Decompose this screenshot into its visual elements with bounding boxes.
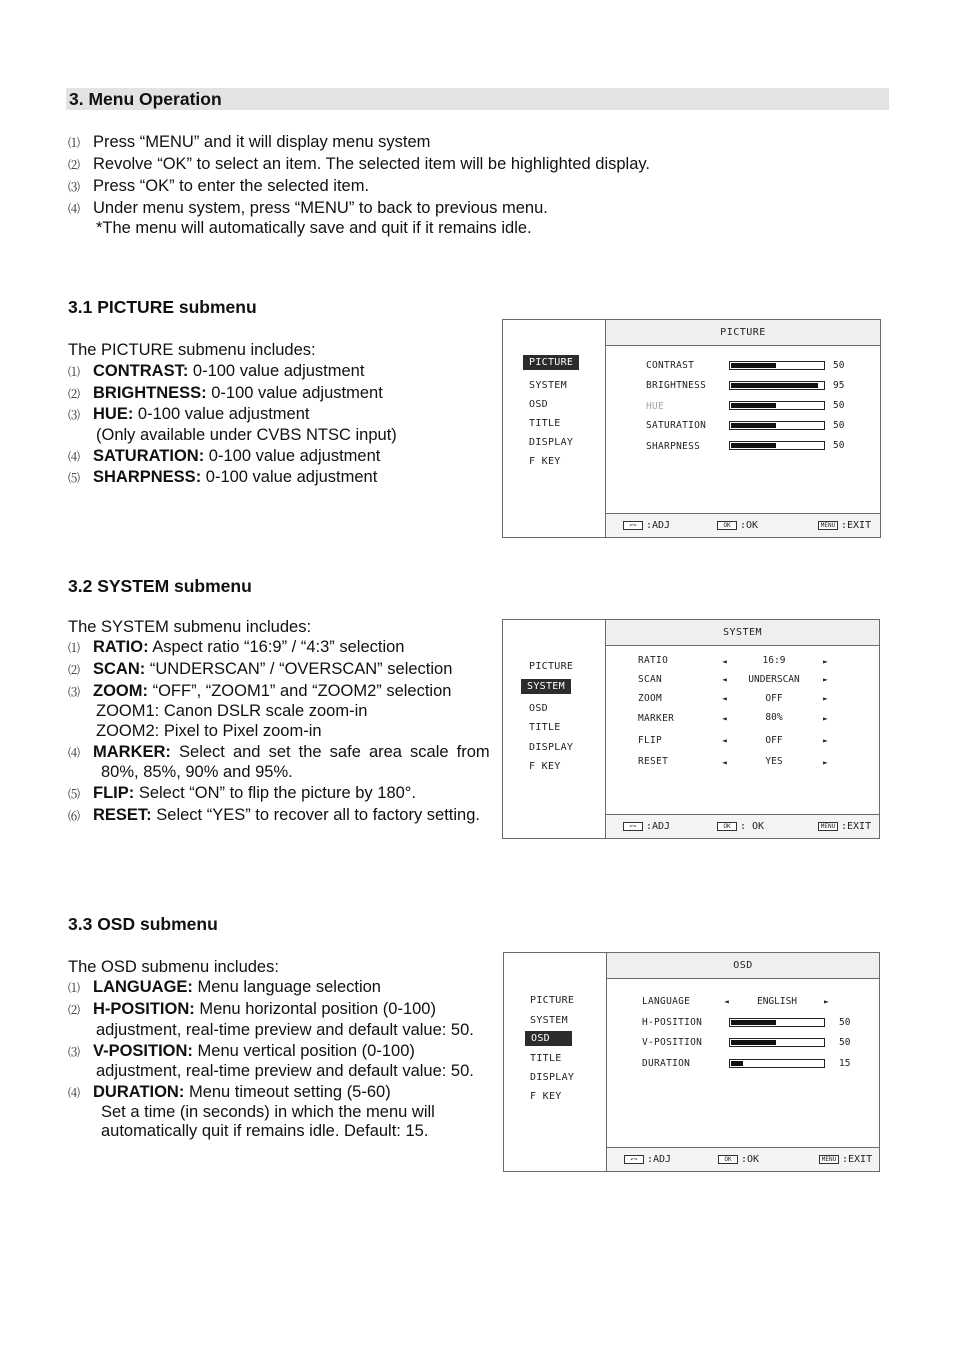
right-arrow-icon[interactable]: ► <box>823 694 828 703</box>
system-item <box>93 784 416 803</box>
menu-item-fkey[interactable]: F KEY <box>529 761 561 772</box>
duration-note: Set a time (in seconds) in which the menu will <box>101 1103 435 1121</box>
intro-note: *The menu will automatically save and quit if it remains idle. <box>96 219 532 237</box>
duration-note: automatically quit if remains idle. Default: 15. <box>101 1122 429 1140</box>
brightness-value: 95 <box>833 380 845 391</box>
item-term: SATURATION: <box>93 447 205 465</box>
hpos-note: adjustment, real-time preview and default value: 50. <box>96 1021 474 1039</box>
menu-key-icon: MENU <box>819 1155 839 1164</box>
exit-hint <box>819 1154 872 1165</box>
row-label-language: LANGUAGE <box>642 996 691 1007</box>
list-number: ⑵ <box>68 1003 81 1017</box>
ok-hint <box>717 520 758 531</box>
item-term: RATIO: <box>93 638 149 656</box>
menu-item-fkey[interactable]: F KEY <box>530 1091 562 1102</box>
duration-value: 15 <box>839 1058 851 1069</box>
marker-value: 80% <box>765 712 783 723</box>
item-text: Select “YES” to recover all to factory setting. <box>151 806 480 824</box>
section-title: 3. Menu Operation <box>69 89 222 109</box>
system-menu-panel <box>502 619 880 839</box>
item-term: MARKER: <box>93 743 171 761</box>
duration-slider[interactable] <box>729 1059 825 1068</box>
row-label-sharpness: SHARPNESS <box>646 441 701 452</box>
intro-item: Under menu system, press “MENU” to back to previous menu. <box>93 199 548 217</box>
picture-item <box>93 384 383 403</box>
item-text: 0-100 value adjustment <box>201 468 378 486</box>
flip-value: OFF <box>765 735 783 746</box>
panel-title: OSD <box>607 953 879 979</box>
item-text: 0-100 value adjustment <box>133 405 310 423</box>
row-label-contrast: CONTRAST <box>646 360 695 371</box>
vposition-value: 50 <box>839 1037 851 1048</box>
ok-hint <box>717 821 764 832</box>
item-term: ZOOM: <box>93 682 148 700</box>
picture-item <box>93 362 364 381</box>
exit-label: :EXIT <box>841 821 872 832</box>
item-text: Menu language selection <box>192 978 381 996</box>
knob-icon: ↶↷ <box>623 822 643 831</box>
row-label-scan: SCAN <box>638 674 663 685</box>
knob-icon: ↶↷ <box>624 1155 644 1164</box>
item-text: 0-100 value adjustment <box>206 384 383 402</box>
item-term: LANGUAGE: <box>93 978 193 996</box>
adj-label: :ADJ <box>647 1154 672 1165</box>
scan-value: UNDERSCAN <box>748 674 800 685</box>
left-arrow-icon[interactable]: ◄ <box>722 736 727 745</box>
picture-item <box>93 468 377 487</box>
item-text: “OFF”, “ZOOM1” and “ZOOM2” selection <box>148 682 452 700</box>
intro-item: Press “OK” to enter the selected item. <box>93 177 370 195</box>
right-arrow-icon[interactable]: ► <box>823 714 828 723</box>
osd-item <box>93 1083 391 1102</box>
item-term: SHARPNESS: <box>93 468 202 486</box>
row-label-duration: DURATION <box>642 1058 691 1069</box>
intro-item: Press “MENU” and it will display menu system <box>93 133 431 151</box>
item-text: Menu timeout setting (5-60) <box>184 1083 391 1101</box>
hue-slider[interactable] <box>729 401 825 410</box>
menu-key-icon: MENU <box>818 521 838 530</box>
row-label-brightness: BRIGHTNESS <box>646 380 707 391</box>
right-arrow-icon[interactable]: ► <box>823 758 828 767</box>
left-arrow-icon[interactable]: ◄ <box>722 714 727 723</box>
intro-item: Revolve “OK” to select an item. The selected item will be highlighted display. <box>93 155 650 173</box>
picture-item <box>93 405 309 424</box>
item-term: SCAN: <box>93 660 146 678</box>
list-number: ⑵ <box>68 158 81 172</box>
sharpness-value: 50 <box>833 440 845 451</box>
picture-item <box>93 447 380 466</box>
system-heading: 3.2 SYSTEM submenu <box>68 576 252 596</box>
list-number: ⑶ <box>68 685 81 699</box>
system-item <box>93 743 490 762</box>
ok-key-icon: OK <box>718 1155 738 1164</box>
exit-label: :EXIT <box>842 1154 873 1165</box>
menu-sidebar <box>503 620 606 838</box>
row-label-flip: FLIP <box>638 735 663 746</box>
left-arrow-icon[interactable]: ◄ <box>722 758 727 767</box>
item-term: V-POSITION: <box>93 1042 193 1060</box>
osd-lead: The OSD submenu includes: <box>68 958 279 976</box>
right-arrow-icon[interactable]: ► <box>823 736 828 745</box>
list-number: ⑵ <box>68 387 81 401</box>
panel-footer <box>606 513 880 537</box>
row-label-marker: MARKER <box>638 713 675 724</box>
menu-item-title[interactable]: TITLE <box>529 722 561 733</box>
item-text: Select and set the safe area scale from <box>170 743 490 761</box>
right-arrow-icon[interactable]: ► <box>824 997 829 1006</box>
menu-item-display[interactable]: DISPLAY <box>529 742 574 753</box>
zoom-value: OFF <box>765 693 783 704</box>
row-label-zoom: ZOOM <box>638 693 663 704</box>
item-term: DURATION: <box>93 1083 185 1101</box>
menu-item-osd[interactable]: OSD <box>525 1031 572 1046</box>
system-item <box>93 806 480 825</box>
adj-label: :ADJ <box>646 520 671 531</box>
left-arrow-icon[interactable]: ◄ <box>722 675 727 684</box>
contrast-value: 50 <box>833 360 845 371</box>
list-number: ⑷ <box>68 1086 81 1100</box>
ok-label: :OK <box>741 1154 760 1165</box>
reset-value: YES <box>765 756 783 767</box>
item-term: HUE: <box>93 405 134 423</box>
menu-item-system[interactable]: SYSTEM <box>529 380 567 391</box>
menu-item-display[interactable]: DISPLAY <box>529 437 574 448</box>
list-number: ⑹ <box>68 809 81 823</box>
hue-note: (Only available under CVBS NTSC input) <box>96 426 397 444</box>
item-text: Aspect ratio “16:9” / “4:3” selection <box>148 638 405 656</box>
sharpness-slider[interactable] <box>729 441 825 450</box>
marker-note: 80%, 85%, 90% and 95%. <box>101 763 293 781</box>
zoom2-note: ZOOM2: Pixel to Pixel zoom-in <box>96 722 322 740</box>
list-number: ⑸ <box>68 787 81 801</box>
list-number: ⑵ <box>68 663 81 677</box>
system-item <box>93 638 404 657</box>
menu-item-title[interactable]: TITLE <box>529 418 561 429</box>
menu-sidebar <box>503 320 606 537</box>
ok-key-icon: OK <box>717 521 737 530</box>
menu-key-icon: MENU <box>818 822 838 831</box>
picture-heading: 3.1 PICTURE submenu <box>68 297 257 317</box>
osd-heading: 3.3 OSD submenu <box>68 914 218 934</box>
item-text: “UNDERSCAN” / “OVERSCAN” selection <box>145 660 453 678</box>
menu-item-fkey[interactable]: F KEY <box>529 456 561 467</box>
panel-title: PICTURE <box>606 320 880 346</box>
menu-item-osd[interactable]: OSD <box>529 703 548 714</box>
row-label-hposition: H-POSITION <box>642 1017 703 1028</box>
panel-title: SYSTEM <box>606 620 879 646</box>
picture-menu-panel <box>502 319 881 538</box>
contrast-slider[interactable] <box>729 361 825 370</box>
item-term: RESET: <box>93 806 152 824</box>
ok-key-icon: OK <box>717 822 737 831</box>
item-term: CONTRAST: <box>93 362 189 380</box>
hposition-slider[interactable] <box>729 1018 825 1027</box>
list-number: ⑴ <box>68 641 81 655</box>
system-item <box>93 660 452 679</box>
menu-sidebar <box>504 953 607 1171</box>
zoom1-note: ZOOM1: Canon DSLR scale zoom-in <box>96 702 368 720</box>
panel-footer <box>606 814 879 838</box>
picture-lead: The PICTURE submenu includes: <box>68 341 316 359</box>
item-term: H-POSITION: <box>93 1000 195 1018</box>
menu-item-system[interactable]: SYSTEM <box>521 679 571 694</box>
item-term: BRIGHTNESS: <box>93 384 207 402</box>
panel-footer <box>607 1147 879 1171</box>
item-text: 0-100 value adjustment <box>188 362 365 380</box>
saturation-value: 50 <box>833 420 845 431</box>
saturation-slider[interactable] <box>729 421 825 430</box>
item-text: Menu horizontal position (0-100) <box>194 1000 436 1018</box>
vpos-note: adjustment, real-time preview and default value: 50. <box>96 1062 474 1080</box>
ok-label: : OK <box>740 821 765 832</box>
menu-item-picture[interactable]: PICTURE <box>523 355 579 370</box>
osd-item <box>93 1000 436 1019</box>
section-header <box>66 88 889 110</box>
adj-label: :ADJ <box>646 821 671 832</box>
item-text: Select “ON” to flip the picture by 180°. <box>134 784 416 802</box>
right-arrow-icon[interactable]: ► <box>823 657 828 666</box>
adj-hint <box>623 520 670 531</box>
osd-menu-panel <box>503 952 880 1172</box>
ratio-value: 16:9 <box>762 655 786 666</box>
osd-item <box>93 1042 415 1061</box>
item-text: Menu vertical position (0-100) <box>192 1042 415 1060</box>
list-number: ⑷ <box>68 450 81 464</box>
hposition-value: 50 <box>839 1017 851 1028</box>
brightness-slider[interactable] <box>729 381 825 390</box>
list-number: ⑶ <box>68 1045 81 1059</box>
adj-hint <box>623 821 670 832</box>
item-term: FLIP: <box>93 784 135 802</box>
list-number: ⑴ <box>68 136 81 150</box>
menu-item-display[interactable]: DISPLAY <box>530 1072 575 1083</box>
left-arrow-icon[interactable]: ◄ <box>724 997 729 1006</box>
list-number: ⑶ <box>68 408 81 422</box>
osd-item <box>93 978 381 997</box>
list-number: ⑷ <box>68 746 81 760</box>
row-label-saturation: SATURATION <box>646 420 707 431</box>
adj-hint <box>624 1154 671 1165</box>
list-number: ⑸ <box>68 471 81 485</box>
exit-label: :EXIT <box>841 520 872 531</box>
list-number: ⑷ <box>68 202 81 216</box>
left-arrow-icon[interactable]: ◄ <box>722 657 727 666</box>
menu-item-osd[interactable]: OSD <box>529 399 548 410</box>
knob-icon: ↶↷ <box>623 521 643 530</box>
ok-hint <box>718 1154 759 1165</box>
hue-value: 50 <box>833 400 845 411</box>
row-label-reset: RESET <box>638 756 669 767</box>
menu-item-system[interactable]: SYSTEM <box>530 1015 568 1026</box>
menu-item-title[interactable]: TITLE <box>530 1053 562 1064</box>
row-label-ratio: RATIO <box>638 655 669 666</box>
exit-hint <box>818 821 871 832</box>
list-number: ⑴ <box>68 365 81 379</box>
left-arrow-icon[interactable]: ◄ <box>722 694 727 703</box>
menu-item-picture[interactable]: PICTURE <box>529 661 574 672</box>
exit-hint <box>818 520 871 531</box>
row-label-hue: HUE <box>646 401 665 412</box>
row-label-vposition: V-POSITION <box>642 1037 703 1048</box>
system-item <box>93 682 451 701</box>
system-lead: The SYSTEM submenu includes: <box>68 618 312 636</box>
ok-label: :OK <box>740 520 759 531</box>
menu-item-picture[interactable]: PICTURE <box>530 995 575 1006</box>
right-arrow-icon[interactable]: ► <box>823 675 828 684</box>
item-text: 0-100 value adjustment <box>204 447 381 465</box>
vposition-slider[interactable] <box>729 1038 825 1047</box>
language-value: ENGLISH <box>756 996 798 1007</box>
list-number: ⑶ <box>68 180 81 194</box>
list-number: ⑴ <box>68 981 81 995</box>
